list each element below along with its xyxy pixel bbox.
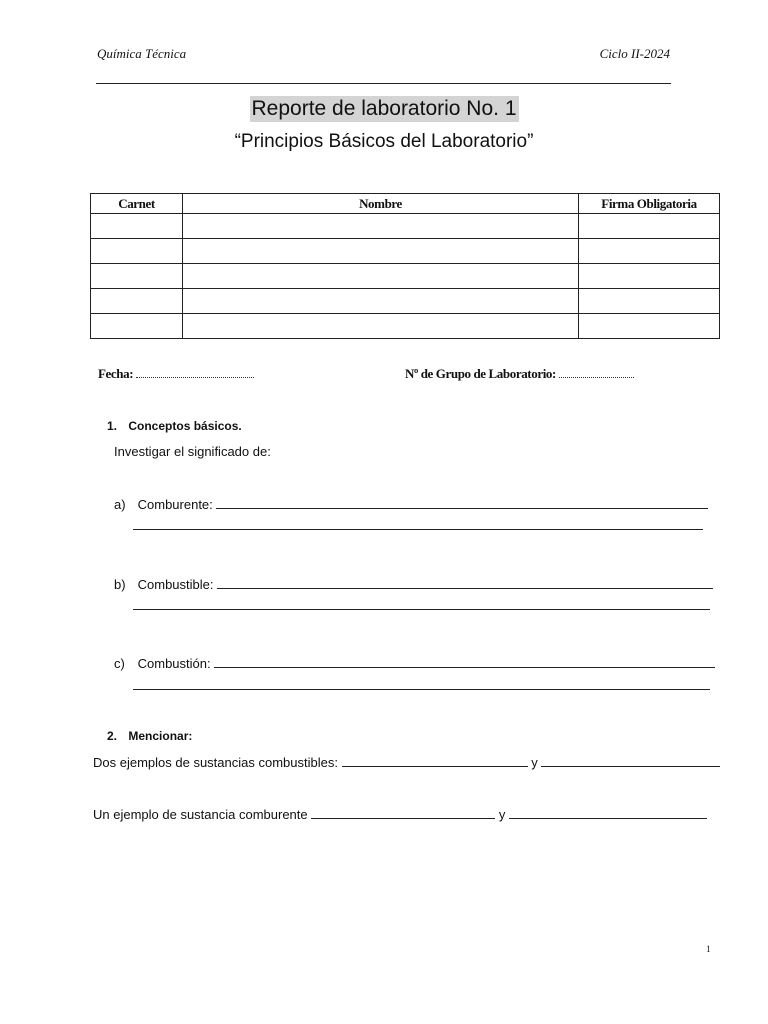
item-b-label: Combustible: [137, 577, 214, 592]
cell-carnet[interactable] [91, 264, 183, 289]
item-a-label: Comburente: [137, 497, 213, 512]
cell-nombre[interactable] [183, 289, 579, 314]
header-carnet: Carnet [91, 194, 183, 214]
cell-carnet[interactable] [91, 239, 183, 264]
cell-carnet[interactable] [91, 214, 183, 239]
grupo-field [405, 365, 634, 382]
header-nombre: Nombre [183, 194, 579, 214]
item-a-marker: a) [114, 497, 126, 512]
comburente-1-blank[interactable] [311, 806, 495, 819]
section-2-heading [107, 729, 192, 743]
page-number: 1 [706, 944, 711, 954]
section-2-number: 2. [107, 729, 118, 743]
comburente-label: Un ejemplo de sustancia comburente [93, 807, 308, 822]
combustible-2-blank[interactable] [541, 754, 720, 767]
fecha-label: Fecha: [98, 366, 134, 381]
section-2-title: Mencionar: [128, 729, 193, 743]
section-1-number: 1. [107, 419, 118, 433]
item-b-marker: b) [114, 577, 126, 592]
combustibles-label: Dos ejemplos de sustancias combustibles: [93, 755, 338, 770]
combustible-1-blank[interactable] [342, 754, 528, 767]
cell-nombre[interactable] [183, 314, 579, 339]
fecha-blank[interactable] [136, 365, 254, 378]
table-row [91, 239, 720, 264]
title-block [0, 96, 768, 122]
item-a-answer-line[interactable] [216, 496, 708, 509]
table-row [91, 214, 720, 239]
item-c [114, 655, 714, 671]
cell-nombre[interactable] [183, 264, 579, 289]
item-b-answer-line-2[interactable] [133, 609, 710, 610]
cell-carnet[interactable] [91, 314, 183, 339]
table-row [91, 314, 720, 339]
table-header-row [91, 194, 720, 214]
comburente-2-blank[interactable] [509, 806, 707, 819]
item-b-answer-line[interactable] [217, 576, 713, 589]
combustibles-connector: y [531, 755, 538, 770]
report-subtitle: “Principios Básicos del Laboratorio” [234, 131, 534, 152]
header-rule [96, 83, 671, 84]
table-row [91, 264, 720, 289]
section-1-title: Conceptos básicos. [128, 419, 242, 433]
item-a [114, 496, 714, 512]
section-1-intro: Investigar el significado de: [114, 444, 271, 459]
header-cycle: Ciclo II-2024 [599, 46, 670, 61]
cell-nombre[interactable] [183, 214, 579, 239]
cell-firma[interactable] [579, 239, 720, 264]
cell-firma[interactable] [579, 289, 720, 314]
section-1-heading [107, 419, 242, 433]
header-firma: Firma Obligatoria [579, 194, 720, 214]
cell-firma[interactable] [579, 314, 720, 339]
header-course: Química Técnica [97, 46, 187, 61]
item-c-marker: c) [114, 656, 125, 671]
cell-firma[interactable] [579, 264, 720, 289]
comburente-line [93, 806, 713, 822]
item-c-label: Combustión: [137, 656, 211, 671]
combustibles-line [93, 754, 713, 770]
report-title: Reporte de laboratorio No. 1 [251, 97, 517, 120]
cell-nombre[interactable] [183, 239, 579, 264]
item-a-answer-line-2[interactable] [133, 529, 703, 530]
table-row [91, 289, 720, 314]
fecha-field [98, 365, 254, 382]
comburente-connector: y [498, 807, 506, 822]
student-table [90, 193, 720, 339]
item-c-answer-line[interactable] [214, 655, 715, 668]
grupo-blank[interactable] [559, 365, 634, 378]
cell-carnet[interactable] [91, 289, 183, 314]
cell-firma[interactable] [579, 214, 720, 239]
grupo-label: Nº de Grupo de Laboratorio: [405, 366, 556, 381]
item-b [114, 576, 714, 592]
item-c-answer-line-2[interactable] [133, 689, 710, 690]
